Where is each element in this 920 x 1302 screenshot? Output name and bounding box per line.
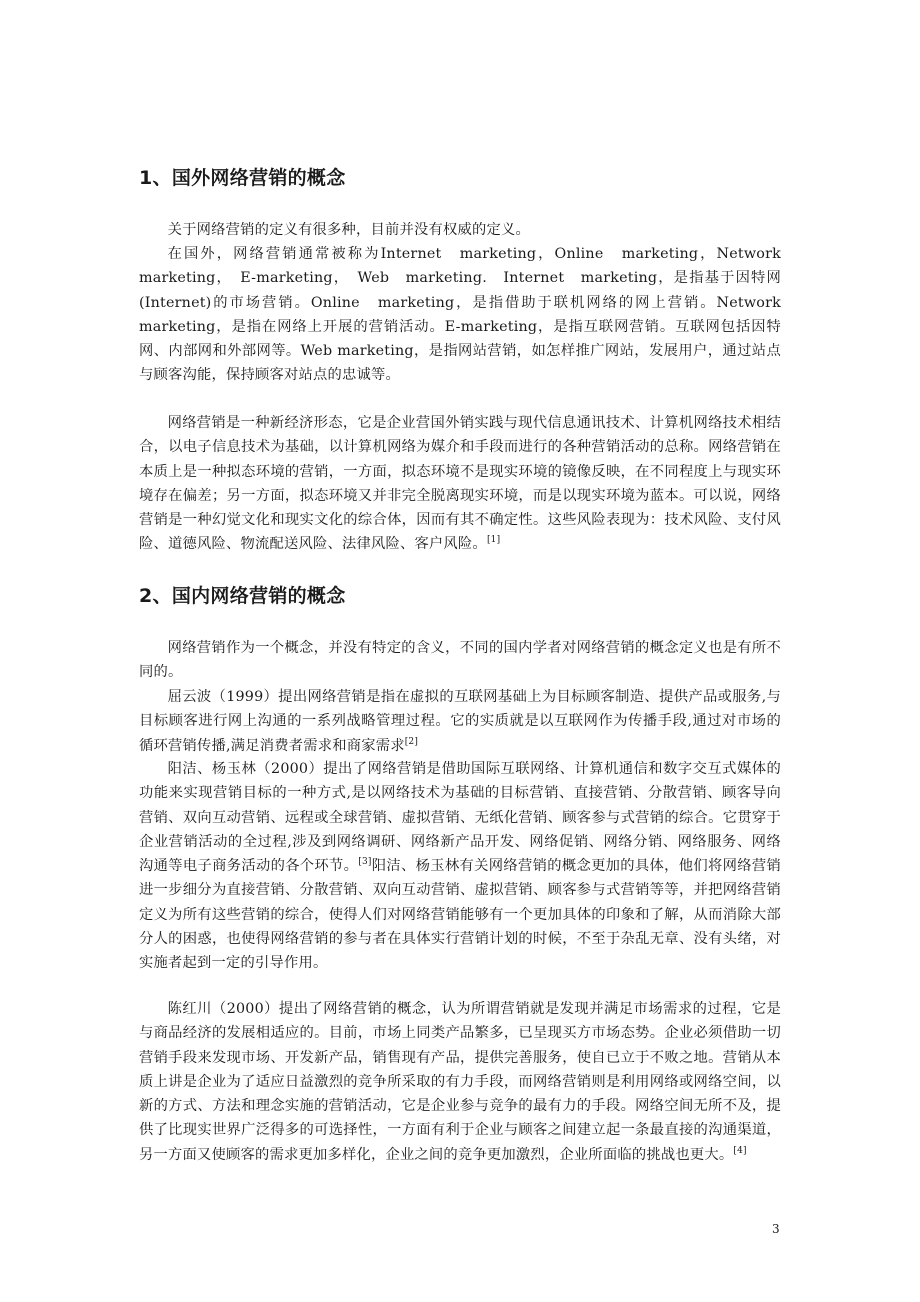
section-2-paragraph-2: [139, 685, 781, 758]
paragraph-text: 阳洁、杨玉林（2000）提出了网络营销是借助国际互联网络、计算机通信和数字交互式媒体的功能来实现营销目标的一种方式,是以网络技术为基础的目标营销、直接营销、分散营销、顾客导向营销、双向互动营销、远程或全球营销、虚拟营销、无纸化营销、顾客参与式营销的综合。它贯穿于企业营销活动的全过程,涉及到网络调研、网络新产品开发、网络促销、网络分销、网络服务、网络沟通等电子商务活动的各个环节。: [139, 761, 781, 875]
paragraph-text-tail: 阳洁、杨玉林有关网络营销的概念更加的具体，他们将网络营销进一步细分为直接营销、分散营销、双向互动营销、虚拟营销、顾客参与式营销等等，并把网络营销定义为所有这些营销的综合，使得人们对网络营销能够有一个更加具体的印象和了解，从而消除大部分人的困惑，也使得网络营销的参与者在具体实行营销计划的时候，不至于杂乱无章、没有头绪，对实施者起到一定的引导作用。: [139, 858, 781, 972]
section-1-paragraph-3: [139, 411, 781, 557]
section-1-paragraph-2: [139, 242, 796, 388]
citation-2: [2]: [404, 736, 419, 747]
paragraph-text: 网络营销作为一个概念，并没有特定的含义，不同的国内学者对网络营销的概念定义也是有所不同的。: [139, 640, 781, 681]
citation-4: [4]: [733, 1146, 747, 1157]
section-2-paragraph-1: [139, 636, 781, 685]
section-2-paragraph-4: [139, 997, 781, 1167]
section-2-heading: 2、国内网络营销的概念: [139, 585, 346, 607]
citation-1: [1]: [486, 535, 501, 546]
paragraph-text: 在国外，网络营销通常被称为Internet marketing，Online marketing，Network marketing， E-marketing， Web marketing. Internet marketing，是指基于因特网(Internet)的市场营销。Online marketing，是指借助于联机网络的网上营销。Network marketing，是指在网络上开展的营销活动。E-marketing，是指互联网营销。互联网包括因特网、内部网和外部网等。Web marketing，是指网站营销，如怎样推广网站，发展用户，通过站点与顾客沟能，保持顾客对站点的忠诚等。: [139, 246, 796, 384]
paragraph-text: 屈云波（1999）提出网络营销是指在虚拟的互联网基础上为目标顾客制造、提供产品或服务,与目标顾客进行网上沟通的一系列战略管理过程。它的实质就是以互联网作为传播手段,通过对市场的循环营销传播,满足消费者需求和商家需求: [139, 689, 781, 754]
paragraph-text: 网络营销是一种新经济形态，它是企业营国外销实践与现代信息通讯技术、计算机网络技术相结合，以电子信息技术为基础，以计算机网络为媒介和手段而进行的各种营销活动的总称。网络营销在本质上是一种拟态环境的营销，一方面，拟态环境不是现实环境的镜像反映，在不同程度上与现实环境存在偏差；另一方面，拟态环境又并非完全脱离现实环境，而是以现实环境为蓝本。可以说，网络营销是一种幻觉文化和现实文化的综合体，因而有其不确定性。这些风险表现为：技术风险、支付风险、道德风险、物流配送风险、法律风险、客户风险。: [139, 415, 781, 553]
page-number: 3: [772, 1222, 780, 1236]
section-2-paragraph-3: [139, 757, 781, 976]
paragraph-text: 陈红川（2000）提出了网络营销的概念，认为所谓营销就是发现并满足市场需求的过程，它是与商品经济的发展相适应的。目前，市场上同类产品繁多，已呈现买方市场态势。企业必须借助一切营销手段来发现市场、开发新产品，销售现有产品，提供完善服务，使自已立于不败之地。营销从本质上讲是企业为了适应日益激烈的竞争所采取的有力手段，而网络营销则是利用网络或网络空间，以新的方式、方法和理念实施的营销活动，它是企业参与竞争的最有力的手段。网络空间无所不及，提供了比现实世界广泛得多的可选择性，一方面有利于企业与顾客之间建立起一条最直接的沟通渠道，另一方面又使顾客的需求更加多样化，企业之间的竞争更加激烈，企业所面临的挑战也更大。: [139, 1001, 781, 1163]
section-1-paragraph-1: [139, 218, 781, 242]
paragraph-text: 关于网络营销的定义有很多种，目前并没有权威的定义。: [167, 222, 531, 238]
citation-3: [3]: [358, 857, 372, 868]
section-1-heading: 1、国外网络营销的概念: [139, 167, 346, 189]
